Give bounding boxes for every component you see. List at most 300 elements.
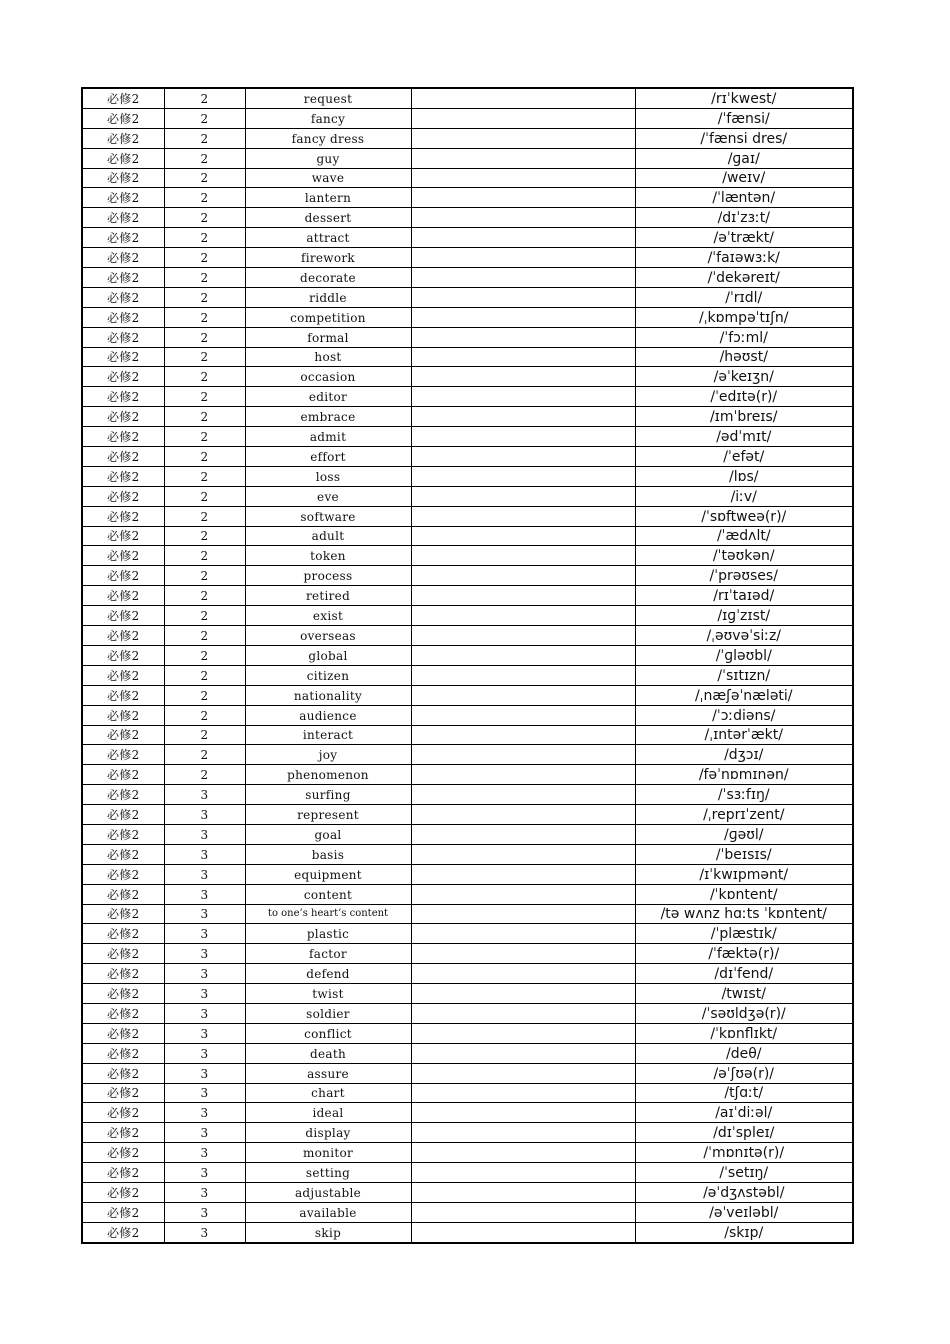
book-cell: 必修2 xyxy=(82,586,164,606)
unit-cell: 3 xyxy=(164,1182,245,1202)
phonetic-cell: /tə wʌnz hɑːts ˈkɒntent/ xyxy=(635,904,853,924)
word-cell: host xyxy=(245,347,411,367)
meaning-cell xyxy=(411,387,635,407)
table-row xyxy=(82,526,853,546)
word-cell: basis xyxy=(245,844,411,864)
table-row xyxy=(82,546,853,566)
unit-cell: 3 xyxy=(164,904,245,924)
meaning-cell xyxy=(411,1003,635,1023)
book-cell: 必修2 xyxy=(82,1123,164,1143)
word-cell: editor xyxy=(245,387,411,407)
phonetic-cell: /tʃɑːt/ xyxy=(635,1083,853,1103)
phonetic-cell: /ˈɔːdiəns/ xyxy=(635,705,853,725)
meaning-cell xyxy=(411,407,635,427)
unit-cell: 2 xyxy=(164,407,245,427)
meaning-cell xyxy=(411,367,635,387)
phonetic-cell: /rɪˈkwest/ xyxy=(635,88,853,108)
unit-cell: 3 xyxy=(164,1163,245,1183)
table-row xyxy=(82,844,853,864)
phonetic-cell: /twɪst/ xyxy=(635,984,853,1004)
table-row xyxy=(82,1123,853,1143)
unit-cell: 2 xyxy=(164,506,245,526)
word-cell: attract xyxy=(245,228,411,248)
meaning-cell xyxy=(411,964,635,984)
table-row xyxy=(82,884,853,904)
book-cell: 必修2 xyxy=(82,1163,164,1183)
unit-cell: 2 xyxy=(164,546,245,566)
book-cell: 必修2 xyxy=(82,566,164,586)
table-row xyxy=(82,268,853,288)
book-cell: 必修2 xyxy=(82,447,164,467)
phonetic-cell: /əˈdʒʌstəbl/ xyxy=(635,1182,853,1202)
phonetic-cell: /deθ/ xyxy=(635,1043,853,1063)
phonetic-cell: /iːv/ xyxy=(635,486,853,506)
phonetic-cell: /ˈplæstɪk/ xyxy=(635,924,853,944)
vocabulary-rows xyxy=(82,88,853,1243)
word-cell: ideal xyxy=(245,1103,411,1123)
word-cell: monitor xyxy=(245,1143,411,1163)
table-row xyxy=(82,387,853,407)
unit-cell: 2 xyxy=(164,725,245,745)
table-row xyxy=(82,128,853,148)
table-row xyxy=(82,944,853,964)
unit-cell: 3 xyxy=(164,824,245,844)
book-cell: 必修2 xyxy=(82,824,164,844)
meaning-cell xyxy=(411,287,635,307)
book-cell: 必修2 xyxy=(82,884,164,904)
unit-cell: 3 xyxy=(164,984,245,1004)
table-row xyxy=(82,924,853,944)
book-cell: 必修2 xyxy=(82,1083,164,1103)
table-row xyxy=(82,248,853,268)
book-cell: 必修2 xyxy=(82,327,164,347)
unit-cell: 2 xyxy=(164,645,245,665)
meaning-cell xyxy=(411,168,635,188)
meaning-cell xyxy=(411,884,635,904)
book-cell: 必修2 xyxy=(82,228,164,248)
meaning-cell xyxy=(411,486,635,506)
unit-cell: 2 xyxy=(164,188,245,208)
book-cell: 必修2 xyxy=(82,188,164,208)
table-row xyxy=(82,1103,853,1123)
phonetic-cell: /dɪˈspleɪ/ xyxy=(635,1123,853,1143)
phonetic-cell: /ˈfæktə(r)/ xyxy=(635,944,853,964)
phonetic-cell: /əˈveɪləbl/ xyxy=(635,1202,853,1222)
book-cell: 必修2 xyxy=(82,268,164,288)
book-cell: 必修2 xyxy=(82,387,164,407)
table-row xyxy=(82,447,853,467)
unit-cell: 3 xyxy=(164,785,245,805)
unit-cell: 3 xyxy=(164,1083,245,1103)
book-cell: 必修2 xyxy=(82,287,164,307)
word-cell: token xyxy=(245,546,411,566)
meaning-cell xyxy=(411,1103,635,1123)
meaning-cell xyxy=(411,645,635,665)
table-row xyxy=(82,665,853,685)
word-cell: twist xyxy=(245,984,411,1004)
word-cell: goal xyxy=(245,824,411,844)
word-cell: wave xyxy=(245,168,411,188)
unit-cell: 3 xyxy=(164,805,245,825)
word-cell: loss xyxy=(245,466,411,486)
phonetic-cell: /ˈsɒftweə(r)/ xyxy=(635,506,853,526)
book-cell: 必修2 xyxy=(82,665,164,685)
phonetic-cell: /ˌkɒmpəˈtɪʃn/ xyxy=(635,307,853,327)
phonetic-cell: /rɪˈtaɪəd/ xyxy=(635,586,853,606)
unit-cell: 3 xyxy=(164,944,245,964)
table-row xyxy=(82,1063,853,1083)
word-cell: global xyxy=(245,645,411,665)
meaning-cell xyxy=(411,765,635,785)
unit-cell: 3 xyxy=(164,1143,245,1163)
meaning-cell xyxy=(411,705,635,725)
table-row xyxy=(82,347,853,367)
meaning-cell xyxy=(411,248,635,268)
word-cell: defend xyxy=(245,964,411,984)
meaning-cell xyxy=(411,626,635,646)
meaning-cell xyxy=(411,1083,635,1103)
phonetic-cell: /ˈkɒntent/ xyxy=(635,884,853,904)
word-cell: occasion xyxy=(245,367,411,387)
phonetic-cell: /ˈtəʊkən/ xyxy=(635,546,853,566)
unit-cell: 2 xyxy=(164,248,245,268)
table-row xyxy=(82,785,853,805)
table-row xyxy=(82,805,853,825)
book-cell: 必修2 xyxy=(82,1202,164,1222)
table-row xyxy=(82,1163,853,1183)
book-cell: 必修2 xyxy=(82,705,164,725)
table-row xyxy=(82,864,853,884)
unit-cell: 2 xyxy=(164,367,245,387)
meaning-cell xyxy=(411,208,635,228)
word-cell: nationality xyxy=(245,685,411,705)
table-row xyxy=(82,824,853,844)
phonetic-cell: /ˈsetɪŋ/ xyxy=(635,1163,853,1183)
book-cell: 必修2 xyxy=(82,765,164,785)
word-cell: represent xyxy=(245,805,411,825)
unit-cell: 2 xyxy=(164,526,245,546)
word-cell: exist xyxy=(245,606,411,626)
phonetic-cell: /ɡəʊl/ xyxy=(635,824,853,844)
table-row xyxy=(82,108,853,128)
book-cell: 必修2 xyxy=(82,904,164,924)
unit-cell: 2 xyxy=(164,566,245,586)
meaning-cell xyxy=(411,1143,635,1163)
unit-cell: 2 xyxy=(164,88,245,108)
book-cell: 必修2 xyxy=(82,984,164,1004)
phonetic-cell: /ədˈmɪt/ xyxy=(635,427,853,447)
book-cell: 必修2 xyxy=(82,1023,164,1043)
table-row xyxy=(82,765,853,785)
unit-cell: 2 xyxy=(164,327,245,347)
phonetic-cell: /ˈprəʊses/ xyxy=(635,566,853,586)
table-row xyxy=(82,367,853,387)
unit-cell: 3 xyxy=(164,1043,245,1063)
book-cell: 必修2 xyxy=(82,864,164,884)
phonetic-cell: /ˌəʊvəˈsiːz/ xyxy=(635,626,853,646)
unit-cell: 2 xyxy=(164,447,245,467)
phonetic-cell: /ˌreprɪˈzent/ xyxy=(635,805,853,825)
word-cell: interact xyxy=(245,725,411,745)
meaning-cell xyxy=(411,685,635,705)
unit-cell: 3 xyxy=(164,884,245,904)
word-cell: plastic xyxy=(245,924,411,944)
meaning-cell xyxy=(411,1202,635,1222)
book-cell: 必修2 xyxy=(82,347,164,367)
word-cell: setting xyxy=(245,1163,411,1183)
book-cell: 必修2 xyxy=(82,844,164,864)
unit-cell: 2 xyxy=(164,427,245,447)
meaning-cell xyxy=(411,924,635,944)
meaning-cell xyxy=(411,745,635,765)
phonetic-cell: /lɒs/ xyxy=(635,466,853,486)
meaning-cell xyxy=(411,148,635,168)
meaning-cell xyxy=(411,546,635,566)
word-cell: fancy dress xyxy=(245,128,411,148)
phonetic-cell: /aɪˈdiːəl/ xyxy=(635,1103,853,1123)
unit-cell: 3 xyxy=(164,1023,245,1043)
unit-cell: 2 xyxy=(164,685,245,705)
phonetic-cell: /ˈfɔːml/ xyxy=(635,327,853,347)
phonetic-cell: /ɡaɪ/ xyxy=(635,148,853,168)
word-cell: available xyxy=(245,1202,411,1222)
unit-cell: 2 xyxy=(164,387,245,407)
word-cell: chart xyxy=(245,1083,411,1103)
table-row xyxy=(82,88,853,108)
unit-cell: 3 xyxy=(164,1202,245,1222)
book-cell: 必修2 xyxy=(82,407,164,427)
book-cell: 必修2 xyxy=(82,626,164,646)
meaning-cell xyxy=(411,347,635,367)
meaning-cell xyxy=(411,506,635,526)
meaning-cell xyxy=(411,824,635,844)
phonetic-cell: /ɪˈkwɪpmənt/ xyxy=(635,864,853,884)
meaning-cell xyxy=(411,1063,635,1083)
book-cell: 必修2 xyxy=(82,725,164,745)
phonetic-cell: /ˌɪntərˈækt/ xyxy=(635,725,853,745)
table-row xyxy=(82,287,853,307)
phonetic-cell: /ˈmɒnɪtə(r)/ xyxy=(635,1143,853,1163)
meaning-cell xyxy=(411,327,635,347)
table-row xyxy=(82,1222,853,1242)
meaning-cell xyxy=(411,725,635,745)
table-row xyxy=(82,148,853,168)
meaning-cell xyxy=(411,466,635,486)
word-cell: software xyxy=(245,506,411,526)
table-row xyxy=(82,307,853,327)
word-cell: competition xyxy=(245,307,411,327)
unit-cell: 2 xyxy=(164,765,245,785)
word-cell: process xyxy=(245,566,411,586)
unit-cell: 2 xyxy=(164,347,245,367)
word-cell: equipment xyxy=(245,864,411,884)
phonetic-cell: /ˈsɪtɪzn/ xyxy=(635,665,853,685)
table-row xyxy=(82,506,853,526)
word-cell: retired xyxy=(245,586,411,606)
table-row xyxy=(82,685,853,705)
book-cell: 必修2 xyxy=(82,168,164,188)
word-cell: factor xyxy=(245,944,411,964)
book-cell: 必修2 xyxy=(82,307,164,327)
meaning-cell xyxy=(411,665,635,685)
meaning-cell xyxy=(411,447,635,467)
book-cell: 必修2 xyxy=(82,208,164,228)
word-cell: fancy xyxy=(245,108,411,128)
word-cell: eve xyxy=(245,486,411,506)
unit-cell: 2 xyxy=(164,287,245,307)
phonetic-cell: /ˈsɜːfɪŋ/ xyxy=(635,785,853,805)
word-cell: soldier xyxy=(245,1003,411,1023)
word-cell: skip xyxy=(245,1222,411,1242)
table-row xyxy=(82,228,853,248)
meaning-cell xyxy=(411,785,635,805)
phonetic-cell: /əˈʃʊə(r)/ xyxy=(635,1063,853,1083)
word-cell: citizen xyxy=(245,665,411,685)
unit-cell: 2 xyxy=(164,626,245,646)
phonetic-cell: /ɪmˈbreɪs/ xyxy=(635,407,853,427)
phonetic-cell: /ˈɡləʊbl/ xyxy=(635,645,853,665)
table-row xyxy=(82,1023,853,1043)
phonetic-cell: /ˈædʌlt/ xyxy=(635,526,853,546)
word-cell: adjustable xyxy=(245,1182,411,1202)
unit-cell: 3 xyxy=(164,844,245,864)
book-cell: 必修2 xyxy=(82,1222,164,1242)
unit-cell: 2 xyxy=(164,486,245,506)
meaning-cell xyxy=(411,606,635,626)
table-row xyxy=(82,427,853,447)
word-cell: assure xyxy=(245,1063,411,1083)
book-cell: 必修2 xyxy=(82,1103,164,1123)
unit-cell: 2 xyxy=(164,228,245,248)
meaning-cell xyxy=(411,1222,635,1242)
word-cell: conflict xyxy=(245,1023,411,1043)
phonetic-cell: /əˈtrækt/ xyxy=(635,228,853,248)
phonetic-cell: /ˌnæʃəˈnæləti/ xyxy=(635,685,853,705)
table-row xyxy=(82,486,853,506)
word-cell: dessert xyxy=(245,208,411,228)
meaning-cell xyxy=(411,944,635,964)
unit-cell: 3 xyxy=(164,964,245,984)
phonetic-cell: /əˈkeɪʒn/ xyxy=(635,367,853,387)
unit-cell: 2 xyxy=(164,745,245,765)
table-row xyxy=(82,1202,853,1222)
word-cell: firework xyxy=(245,248,411,268)
book-cell: 必修2 xyxy=(82,1043,164,1063)
word-cell: phenomenon xyxy=(245,765,411,785)
book-cell: 必修2 xyxy=(82,367,164,387)
book-cell: 必修2 xyxy=(82,944,164,964)
phonetic-cell: /ˈbeɪsɪs/ xyxy=(635,844,853,864)
meaning-cell xyxy=(411,88,635,108)
book-cell: 必修2 xyxy=(82,1063,164,1083)
word-cell: admit xyxy=(245,427,411,447)
unit-cell: 2 xyxy=(164,466,245,486)
book-cell: 必修2 xyxy=(82,546,164,566)
unit-cell: 2 xyxy=(164,606,245,626)
unit-cell: 2 xyxy=(164,307,245,327)
word-cell: display xyxy=(245,1123,411,1143)
unit-cell: 3 xyxy=(164,1222,245,1242)
word-cell: embrace xyxy=(245,407,411,427)
phonetic-cell: /ˈedɪtə(r)/ xyxy=(635,387,853,407)
meaning-cell xyxy=(411,268,635,288)
unit-cell: 2 xyxy=(164,665,245,685)
meaning-cell xyxy=(411,1123,635,1143)
phonetic-cell: /ˈdekəreɪt/ xyxy=(635,268,853,288)
meaning-cell xyxy=(411,1163,635,1183)
book-cell: 必修2 xyxy=(82,606,164,626)
unit-cell: 2 xyxy=(164,108,245,128)
book-cell: 必修2 xyxy=(82,745,164,765)
table-row xyxy=(82,725,853,745)
table-row xyxy=(82,904,853,924)
book-cell: 必修2 xyxy=(82,685,164,705)
table-row xyxy=(82,188,853,208)
table-row xyxy=(82,1083,853,1103)
unit-cell: 2 xyxy=(164,128,245,148)
word-cell: to one’s heart’s content xyxy=(245,904,411,924)
phonetic-cell: /fəˈnɒmɪnən/ xyxy=(635,765,853,785)
book-cell: 必修2 xyxy=(82,506,164,526)
unit-cell: 3 xyxy=(164,1003,245,1023)
word-cell: guy xyxy=(245,148,411,168)
table-row xyxy=(82,566,853,586)
word-cell: death xyxy=(245,1043,411,1063)
phonetic-cell: /ˈfaɪəwɜːk/ xyxy=(635,248,853,268)
table-row xyxy=(82,645,853,665)
phonetic-cell: /ˈfænsi/ xyxy=(635,108,853,128)
word-cell: content xyxy=(245,884,411,904)
unit-cell: 3 xyxy=(164,864,245,884)
phonetic-cell: /həʊst/ xyxy=(635,347,853,367)
phonetic-cell: /skɪp/ xyxy=(635,1222,853,1242)
phonetic-cell: /ˈfænsi dres/ xyxy=(635,128,853,148)
word-cell: adult xyxy=(245,526,411,546)
book-cell: 必修2 xyxy=(82,1003,164,1023)
word-cell: effort xyxy=(245,447,411,467)
book-cell: 必修2 xyxy=(82,805,164,825)
word-cell: joy xyxy=(245,745,411,765)
book-cell: 必修2 xyxy=(82,486,164,506)
book-cell: 必修2 xyxy=(82,88,164,108)
meaning-cell xyxy=(411,864,635,884)
book-cell: 必修2 xyxy=(82,248,164,268)
meaning-cell xyxy=(411,427,635,447)
phonetic-cell: /ˈrɪdl/ xyxy=(635,287,853,307)
unit-cell: 2 xyxy=(164,148,245,168)
table-row xyxy=(82,1043,853,1063)
meaning-cell xyxy=(411,586,635,606)
word-cell: lantern xyxy=(245,188,411,208)
book-cell: 必修2 xyxy=(82,526,164,546)
unit-cell: 3 xyxy=(164,924,245,944)
book-cell: 必修2 xyxy=(82,148,164,168)
unit-cell: 3 xyxy=(164,1103,245,1123)
phonetic-cell: /dɪˈzɜːt/ xyxy=(635,208,853,228)
book-cell: 必修2 xyxy=(82,785,164,805)
phonetic-cell: /ˈkɒnflɪkt/ xyxy=(635,1023,853,1043)
word-cell: audience xyxy=(245,705,411,725)
meaning-cell xyxy=(411,228,635,248)
phonetic-cell: /weɪv/ xyxy=(635,168,853,188)
meaning-cell xyxy=(411,844,635,864)
vocabulary-table xyxy=(81,87,854,1244)
meaning-cell xyxy=(411,566,635,586)
table-row xyxy=(82,168,853,188)
unit-cell: 3 xyxy=(164,1063,245,1083)
phonetic-cell: /ˈlæntən/ xyxy=(635,188,853,208)
table-row xyxy=(82,606,853,626)
